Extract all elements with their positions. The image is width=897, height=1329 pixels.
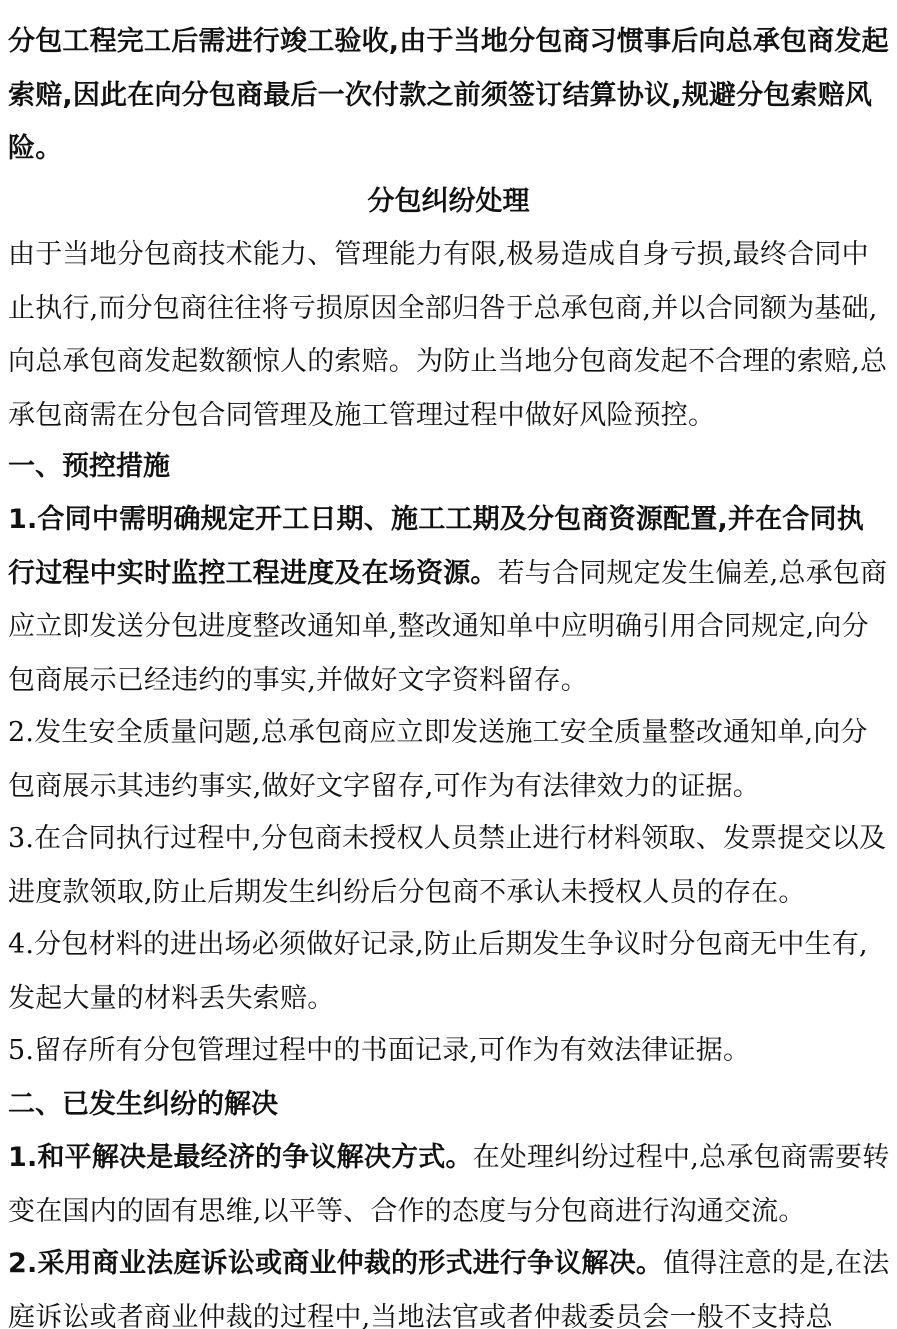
intro-paragraph: 分包工程完工后需进行竣工验收,由于当地分包商习惯事后向总承包商发起索赔,因此在向分包商最后一次付款之前须签订结算协议,规避分包索赔风险。 — [8, 26, 889, 164]
resolution-item-1-body: 在处理纠纷过程中,总承包商需要转变在国内的固有思维,以平等、合作的态度与分包商进行沟通交流。 — [8, 1142, 890, 1227]
measure-item-1 — [8, 493, 890, 707]
measure-item-3: 3.在合同执行过程中,分包商未授权人员禁止进行材料领取、发票提交以及进度款领取,防止后期发生纠纷后分包商不承认未授权人员的存在。 — [8, 823, 887, 908]
part1-heading: 一、预控措施 — [8, 451, 170, 482]
resolution-item-2-lead: 2.采用商业法庭诉讼或商业仲裁的形式进行争议解决。 — [8, 1248, 664, 1279]
part2-heading: 二、已发生纠纷的解决 — [8, 1089, 278, 1120]
measure-item-2: 2.发生安全质量问题,总承包商应立即发送施工安全质量整改通知单,向分包商展示其违约事实,做好文字留存,可作为有法律效力的证据。 — [8, 717, 868, 802]
resolution-item-1-lead: 1.和平解决是最经济的争议解决方式。 — [8, 1142, 473, 1173]
resolution-item-1 — [8, 1131, 890, 1238]
resolution-item-2-body: 值得注意的是,在法庭诉讼或者商业仲裁的过程中,当地法官或者仲裁委员会一般不支持总 — [8, 1248, 890, 1329]
measure-item-1-body: 若与合同规定发生偏差,总承包商应立即发送分包进度整改通知单,整改通知单中应明确引用合同规定,向分包商展示已经违约的事实,并做好文字资料留存。 — [8, 557, 888, 696]
measure-item-4: 4.分包材料的进出场必须做好记录,防止后期发生争议时分包商无中生有,发起大量的材料丢失索赔。 — [8, 929, 868, 1014]
measure-item-1-lead: 1.合同中需明确规定开工日期、施工工期及分包商资源配置,并在合同执行过程中实时监控工程进度及在场资源。 — [8, 504, 864, 589]
resolution-item-2 — [8, 1237, 890, 1329]
section-intro-paragraph: 由于当地分包商技术能力、管理能力有限,极易造成自身亏损,最终合同中止执行,而分包商往往将亏损原因全部归咎于总承包商,并以合同额为基础,向总承包商发起数额惊人的索赔。为防止当地分包商发起不合理的索赔,总承包商需在分包合同管理及施工管理过程中做好风险预控。 — [8, 239, 888, 431]
section-title: 分包纠纷处理 — [367, 186, 530, 217]
measure-item-5: 5.留存所有分包管理过程中的书面记录,可作为有效法律证据。 — [8, 1035, 751, 1066]
